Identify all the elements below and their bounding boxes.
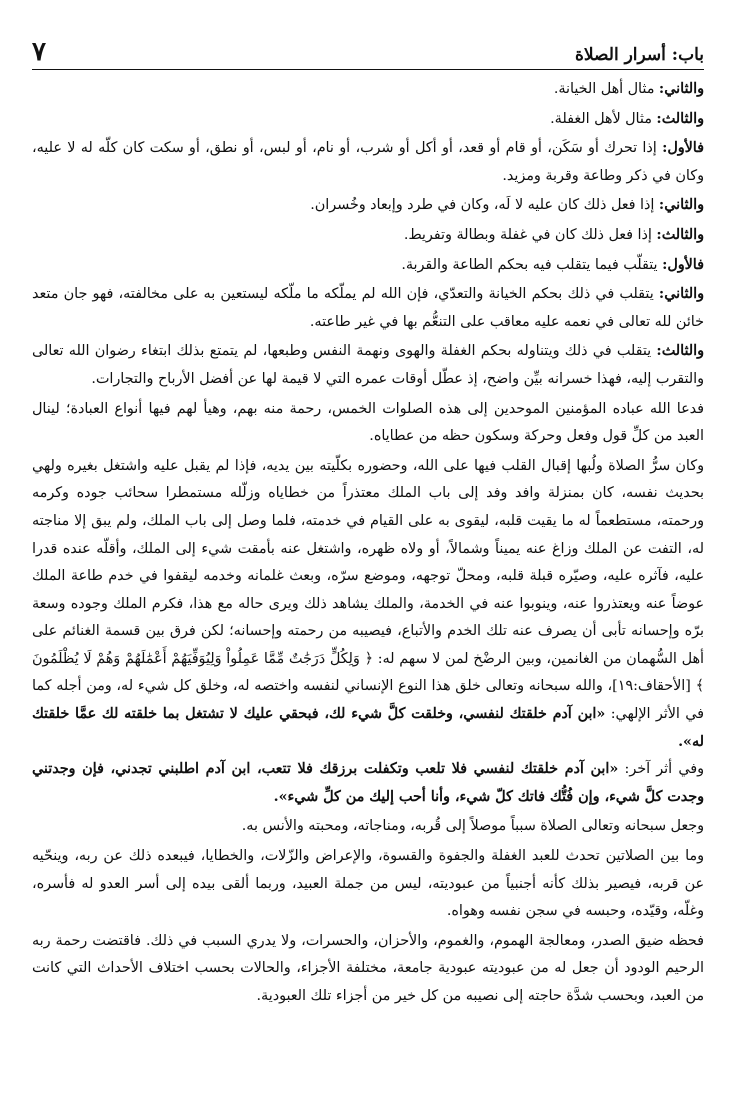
paragraph [32,135,704,190]
paragraph-text: إذا فعل ذلك كان في غفلة وبطالة وتفريط. [403,226,657,243]
paragraph [32,453,704,757]
paragraph-text: مثال أهل الخيانة. [553,81,659,97]
chapter-title: باب: أسرار الصلاة [574,45,704,65]
paragraph-text: إذا فعل ذلك كان عليه لا لَه، وكان في طرد وإبعاد وخُسران. [310,197,659,214]
paragraph-text: وكان سرُّ الصلاة ولُبها إقبال القلب فيها على الله، وحضوره بكلّيته بين يديه، فإذا لم يقبل عليه واشتغل بغيره ولهي بحديث نفسه، كان بمنزلة وافد وفد إلى باب الملك معتذراً من خطاياه وزلّله مستمطرا سحائب جوده وكرمه ورحمته، مستطعماً له ما يقيت قلبه، ليقوى به على القيام في خدمته، فلما وصل إلى باب الملك، ولم يبق إلا مناجته له، التفت عن الملك وزاغ عنه يميناً وشمالاً، أو ولاه ظهره، واشتغل عنه بأمقت شيء إلى الملك، وأقلّه عنده قدرا عليه، فآثره عليه، وصيّره قبلة قلبه، ومحلّ توجهه، وموضع سرّه، وبعث غلمانه وخدمه ليقفوا في خدم طاعة الملك عوضاً عنه ويعتذروا عنه، وينوبوا عنه في الخدمة، والملك يشاهد ذلك ويرى حاله مع هذا، فكرم الملك وجوده وسعة برّه وإحسانه تأبى أن يصرف عنه تلك الخدم والأتباع، فيصيبه من رحمته وإحسانه؛ لكن فرق بين قسمة الغنائم على أهل السُّهمان من الغانمين، وبين الرضْخ لمن لا سهم له: ﴿ وَلِكُلٍّ دَرَجَٰتٌ مِّمَّا عَمِلُواْ وَلِيُوَفِّيَهُمْ أَعْمَٰلَهُمْ وَهُمْ لَا يُظْلَمُونَ ﴾ [الأحقاف:١٩]، والله سبحانه وتعالى خلق هذا النوع الإنساني لنفسه واختصه له، وخلق كل شيء له، ومن أجله كما في الأثر الإلهي: [32,457,704,723]
hadith-quote: «ابن آدم خلقتك لنفسي فلا تلعب وتكفلت برزقك فلا تتعب، ابن آدم اطلبني تجدني، فإن وجدتني وجدت كلَّ شيء، وإن فُتُّك فاتك كلّ شيء، وأنا أحب إليك من كلِّ شيء». [32,761,704,805]
paragraph-text: مثال لأهل الغفلة. [550,110,657,127]
paragraph-lead: والثاني: [658,197,704,214]
paragraph [32,756,704,811]
paragraph [32,76,704,104]
paragraph [32,813,704,841]
paragraph-text: يتقلب في ذلك بحكم الخيانة والتعدّي، فإن الله لم يملّكه ما ملّكه ليستعين به على مخالفته، فهو جان متعد خائن لله تعالى في نعمه عليه معاقب على التنعُّم بها في غير طاعته. [32,286,704,330]
paragraph [32,338,704,393]
paragraph-text: فحظه ضيق الصدر، ومعالجة الهموم، والغموم، والأحزان، والحسرات، ولا يدري السبب في ذلك. فاقتضت رحمة ربه الرحيم الودود أن جعل له من عبوديته عبودية جامعة، مختلفة الأجزاء، والحالات بحسب اختلاف الأحداث التي كانت من العبد، وبحسب شدَّة حاجته إلى نصيبه من كل خير من أجزاء تلك العبودية. [32,932,704,1004]
page-number: ٧ [32,37,46,67]
paragraph-text: إذا تحرك أو سَكَن، أو قام أو قعد، أو أكل أو شرب، أو نام، أو لبس، أو نطق، أو سكت كان كلّه له لا عليه، وكان في ذكر وطاعة وقربة ومزيد. [32,140,704,184]
paragraph-text: وفي أثر آخر: [618,761,704,778]
paragraph-text: فدعا الله عباده المؤمنين الموحدين إلى هذه الصلوات الخمس، رحمة منه بهم، وهيأ لهم فيها أنواع العبادة؛ لينال العبد من كلِّ قول وفعل وحركة وسكون حظه من عطاياه. [32,400,704,445]
hadith-quote: «ابن آدم خلقتك لنفسي، وخلقت كلَّ شيء لك، فبحقي عليك لا تشتغل بما خلقته لك عمَّا خلقتك له». [32,706,704,750]
paragraph [32,843,704,926]
paragraph-lead: والثالث: [656,226,704,243]
paragraph [32,281,704,336]
paragraph [32,252,704,280]
paragraph-lead: والثاني: [658,286,704,303]
paragraph-lead: والثاني: [658,81,704,97]
paragraph-text: يتقلب في ذلك ويتناوله بحكم الغفلة والهوى ونهمة النفس وطبعها، لم يتمتع بذلك ابتغاء رضوان الله تعالى والتقرب إليه، فهذا خسرانه بيِّن واضح، إذ عطّل أوقات عمره التي لا قيمة لها عن أفضل الأرباح والتجارات. [32,343,704,387]
paragraph-text: وما بين الصلاتين تحدث للعبد الغفلة والجفوة والقسوة، والإعراض والزّلات، والخطايا، فيبعده ذلك عن ربه، وينحّيه عن قربه، فيصير بذلك كأنه أجنبياً من عبوديته، ليس من جملة العبيد، وربما ألقى بيده إلى أسر العدو له فأسره، وغلّه، وقيّده، وحبسه في سجن نفسه وهواه. [32,848,704,920]
page-body [32,76,704,1013]
paragraph [32,106,704,134]
paragraph [32,192,704,220]
paragraph-text: يتقلّب فيما يتقلب فيه بحكم الطاعة والقربة. [401,256,663,273]
paragraph-lead: فالأول: [662,256,704,273]
paragraph-lead: والثالث: [656,343,704,360]
paragraph-lead: والثالث: [656,110,704,127]
paragraph [32,396,704,451]
paragraph-text: وجعل سبحانه وتعالى الصلاة سبباً موصلاً إلى قُربه، ومناجاته، ومحبته والأنس به. [241,818,704,835]
paragraph-lead: فالأول: [662,140,704,157]
page-header [32,30,704,70]
paragraph [32,928,704,1011]
paragraph [32,222,704,250]
